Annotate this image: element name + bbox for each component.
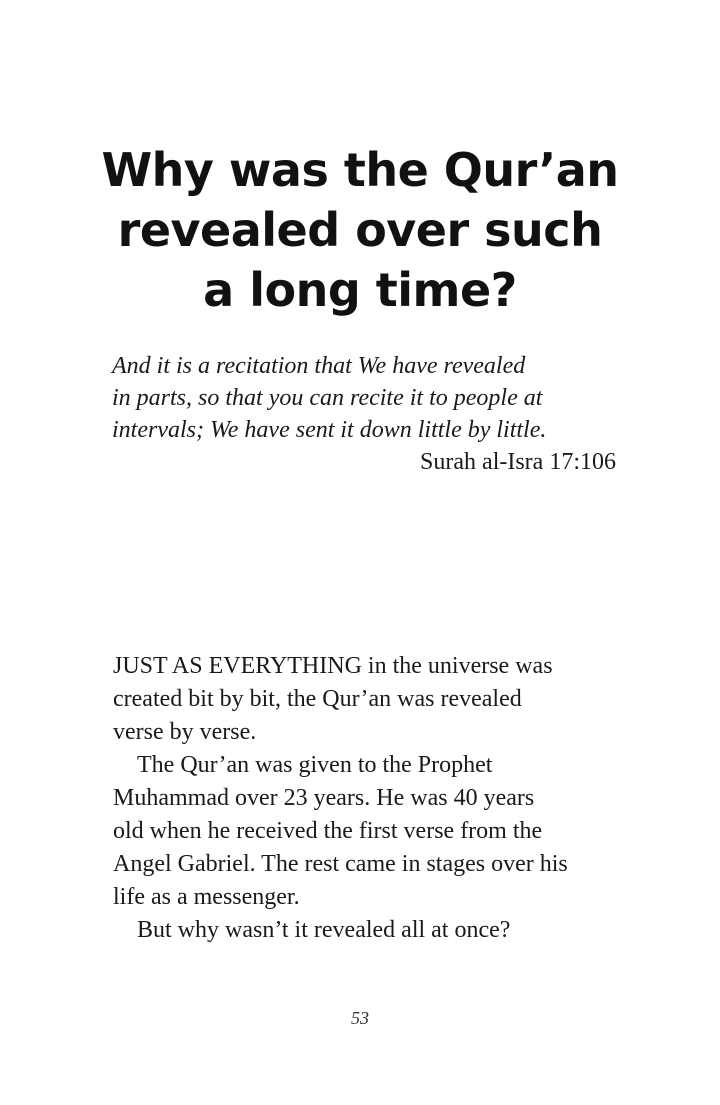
text-line: Muhammad over 23 years. He was 40 years [113,785,535,811]
text-line: old when he received the first verse from the [113,818,543,844]
text-line: But why wasn’t it revealed all at once? [137,917,511,943]
page-number: 53 [351,1008,369,1028]
paragraph-1 [113,650,623,749]
body-text [113,650,623,947]
epigraph-line: in parts, so that you can recite it to people at [112,385,543,411]
chapter-title-line: revealed over such [117,203,603,257]
text-line: created bit by bit, the Qur’an was revealed [113,686,522,712]
text-line: life as a messenger. [113,884,300,910]
text-line: JUST AS EVERYTHING in the universe was [113,653,553,679]
chapter-title-line: Why was the Qur’an [101,143,619,197]
paragraph-2 [113,749,623,914]
paragraph-3 [113,914,623,947]
text-line: verse by verse. [113,719,257,745]
chapter-title [60,140,660,320]
epigraph-line: And it is a recitation that We have revealed [112,353,526,379]
epigraph-quote [112,350,617,446]
epigraph-citation: Surah al-Isra 17:106 [420,449,616,475]
text-line: Angel Gabriel. The rest came in stages over his [113,851,568,877]
epigraph-line: intervals; We have sent it down little by little. [112,417,547,443]
chapter-title-line: a long time? [203,263,517,317]
text-line: The Qur’an was given to the Prophet [137,752,493,778]
